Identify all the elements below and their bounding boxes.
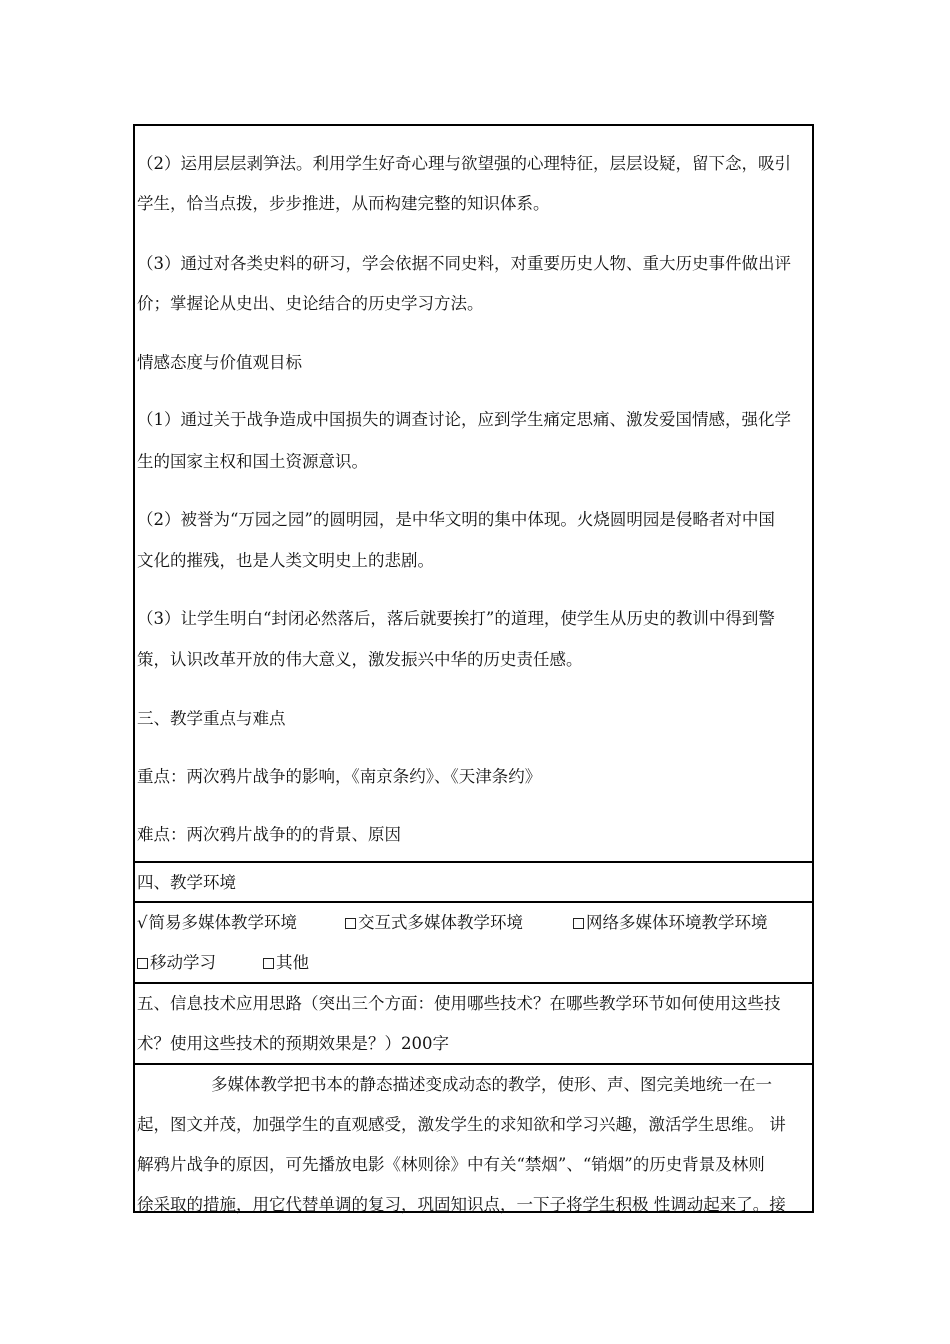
option-network-multimedia[interactable]	[573, 913, 768, 933]
text-line: 文化的摧残，也是人类文明史上的悲剧。	[137, 551, 434, 570]
text-line: 起，图文并茂，加强学生的直观感受，激发学生的求知欲和学习兴趣，激活学生思维。 讲	[137, 1115, 786, 1134]
lesson-plan-table	[133, 124, 814, 1213]
option-mobile-learning[interactable]	[137, 953, 216, 973]
text-line: （2）被誉为“万园之园”的圆明园，是中华文明的集中体现。火烧圆明园是侵略者对中国	[137, 510, 775, 529]
checkbox-empty-icon	[573, 918, 584, 929]
text-line: 徐采取的措施，用它代替单调的复习，巩固知识点，一下子将学生积极 性调动起来了。接	[137, 1195, 786, 1214]
section-heading: 四、教学环境	[137, 873, 236, 892]
option-other[interactable]	[263, 953, 309, 973]
text-line: （3）让学生明白“封闭必然落后，落后就要挨打”的道理，使学生从历史的教训中得到警	[137, 609, 775, 628]
text-line: 解鸦片战争的原因，可先播放电影《林则徐》中有关“禁烟”、“销烟”的历史背景及林则	[137, 1155, 765, 1174]
text-line: （3）通过对各类史料的研习，学会依据不同史料，对重要历史人物、重大历史事件做出评	[137, 254, 791, 273]
option-label: 网络多媒体环境教学环境	[586, 913, 768, 932]
checkbox-empty-icon	[263, 958, 274, 969]
section-heading: 三、教学重点与难点	[137, 709, 286, 728]
text-line: 学生，恰当点拨，步步推进，从而构建完整的知识体系。	[137, 194, 550, 213]
text-line: 生的国家主权和国土资源意识。	[137, 452, 368, 471]
option-label: 简易多媒体教学环境	[148, 913, 298, 932]
option-interactive-multimedia[interactable]	[345, 913, 523, 933]
section-heading: 五、信息技术应用思路（突出三个方面：使用哪些技术？在哪些教学环节如何使用这些技	[137, 994, 781, 1013]
check-mark-icon: √	[137, 913, 148, 932]
text-line: 多媒体教学把书本的静态描述变成动态的教学，使形、声、图完美地统一在一	[211, 1075, 772, 1094]
options-row-1	[137, 913, 768, 933]
key-points-line: 重点：两次鸦片战争的影响，《南京条约》、《天津条约》	[137, 767, 542, 786]
option-label: 交互式多媒体教学环境	[358, 913, 523, 932]
section-heading: 情感态度与价值观目标	[137, 353, 302, 372]
it-body-cell	[135, 1065, 812, 1213]
option-simple-multimedia[interactable]	[137, 913, 297, 933]
text-line: 策，认识改革开放的伟大意义，激发振兴中华的历史责任感。	[137, 650, 583, 669]
objectives-cell	[135, 126, 812, 863]
text-line: （2）运用层层剥笋法。利用学生好奇心理与欲望强的心理特征，层层设疑，留下念，吸引	[137, 154, 791, 173]
section-heading: 术？使用这些技术的预期效果是？）200字	[137, 1034, 449, 1053]
options-row-2	[137, 953, 309, 973]
it-header-cell	[135, 984, 812, 1065]
difficult-points-line: 难点：两次鸦片战争的的背景、原因	[137, 825, 401, 844]
text-line: （1）通过关于战争造成中国损失的调查讨论，应到学生痛定思痛、激发爱国情感，强化学	[137, 410, 791, 429]
checkbox-empty-icon	[345, 918, 356, 929]
checkbox-empty-icon	[137, 958, 148, 969]
option-label: 移动学习	[150, 953, 216, 972]
environment-header-cell	[135, 863, 812, 903]
text-line: 价；掌握论从史出、史论结合的历史学习方法。	[137, 294, 484, 313]
option-label: 其他	[276, 953, 309, 972]
environment-options-cell	[135, 903, 812, 984]
